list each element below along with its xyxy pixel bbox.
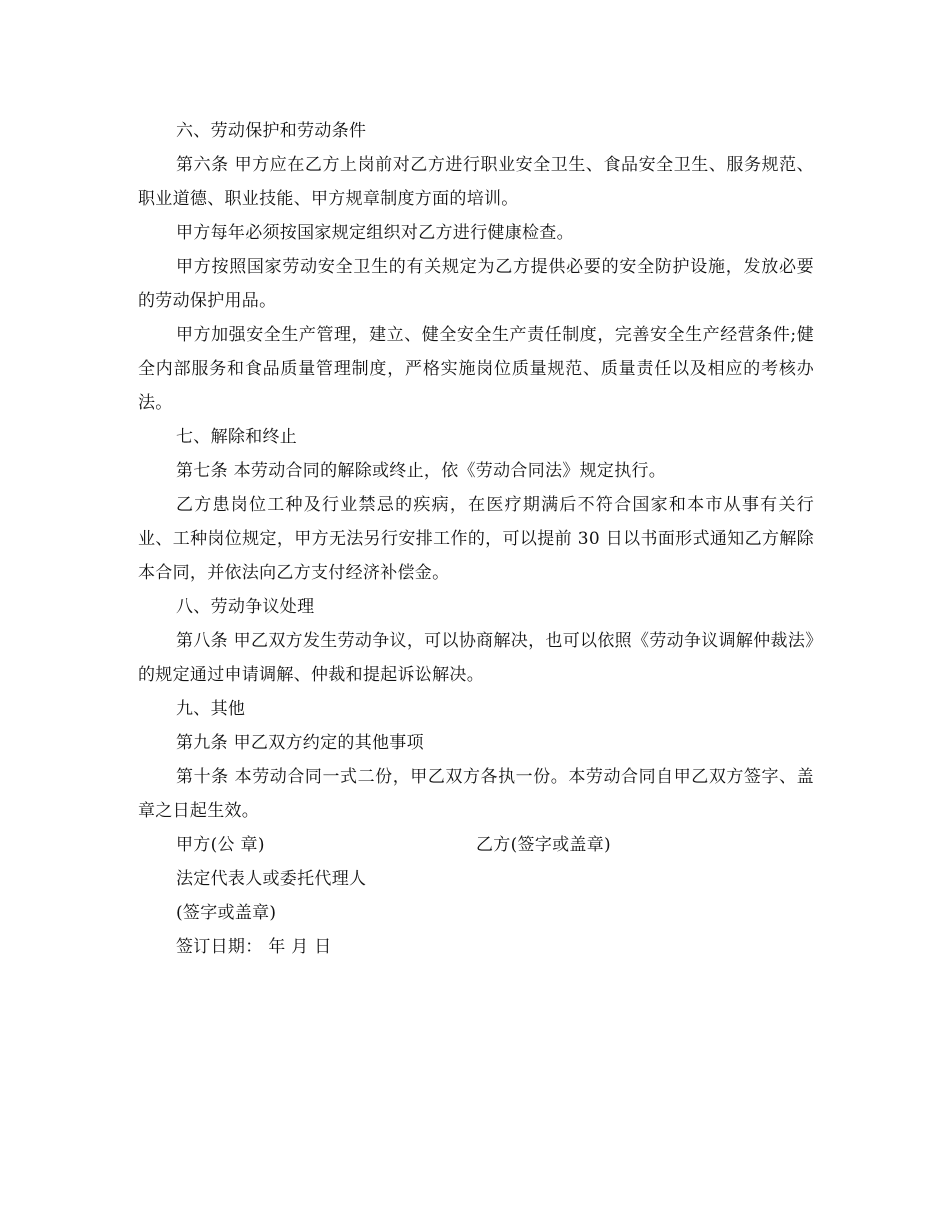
section-8-heading: 八、劳动争议处理: [176, 597, 315, 617]
section-6-heading: 六、劳动保护和劳动条件: [176, 121, 367, 141]
article-8-paragraph: 第八条 甲乙双方发生劳动争议，可以协商解决，也可以依照《劳动争议调解仲裁法》的规定通过申请调解、仲裁和提起诉讼解决。: [138, 631, 814, 685]
article-10-paragraph: 第十条 本劳动合同一式二份，甲乙双方各执一份。本劳动合同自甲乙双方签字、盖章之日起生效。: [138, 767, 814, 821]
section-9-heading: 九、其他: [176, 699, 246, 719]
health-check-paragraph: 甲方每年必须按国家规定组织对乙方进行健康检查。: [176, 223, 574, 243]
party-b-sign-label: 乙方(签字或盖章): [476, 835, 611, 855]
article-7-paragraph: 第七条 本劳动合同的解除或终止，依《劳动合同法》规定执行。: [176, 461, 667, 481]
contract-body: [138, 114, 814, 964]
sign-or-seal-label: (签字或盖章): [176, 903, 277, 923]
section-7-heading: 七、解除和终止: [176, 427, 298, 447]
article-6-paragraph: 第六条 甲方应在乙方上岗前对乙方进行职业安全卫生、食品安全卫生、服务规范、职业道德、职业技能、甲方规章制度方面的培训。: [138, 155, 814, 209]
signing-date-label: 签订日期： 年 月 日: [176, 937, 332, 957]
legal-representative-label: 法定代表人或委托代理人: [176, 869, 367, 889]
signature-parties-row: [138, 828, 814, 862]
article-9-paragraph: 第九条 甲乙双方约定的其他事项: [176, 733, 424, 753]
safety-facilities-paragraph: 甲方按照国家劳动安全卫生的有关规定为乙方提供必要的安全防护设施，发放必要的劳动保护用品。: [138, 257, 814, 311]
termination-notice-paragraph: 乙方患岗位工种及行业禁忌的疾病，在医疗期满后不符合国家和本市从事有关行业、工种岗位规定，甲方无法另行安排工作的，可以提前 30 日以书面形式通知乙方解除本合同，并依法向乙方支付经济补偿金。: [138, 495, 814, 583]
safety-management-paragraph: 甲方加强安全生产管理，建立、健全安全生产责任制度，完善安全生产经营条件;健全内部服务和食品质量管理制度，严格实施岗位质量规范、质量责任以及相应的考核办法。: [138, 325, 814, 413]
party-a-seal-label: 甲方(公 章): [176, 835, 265, 855]
